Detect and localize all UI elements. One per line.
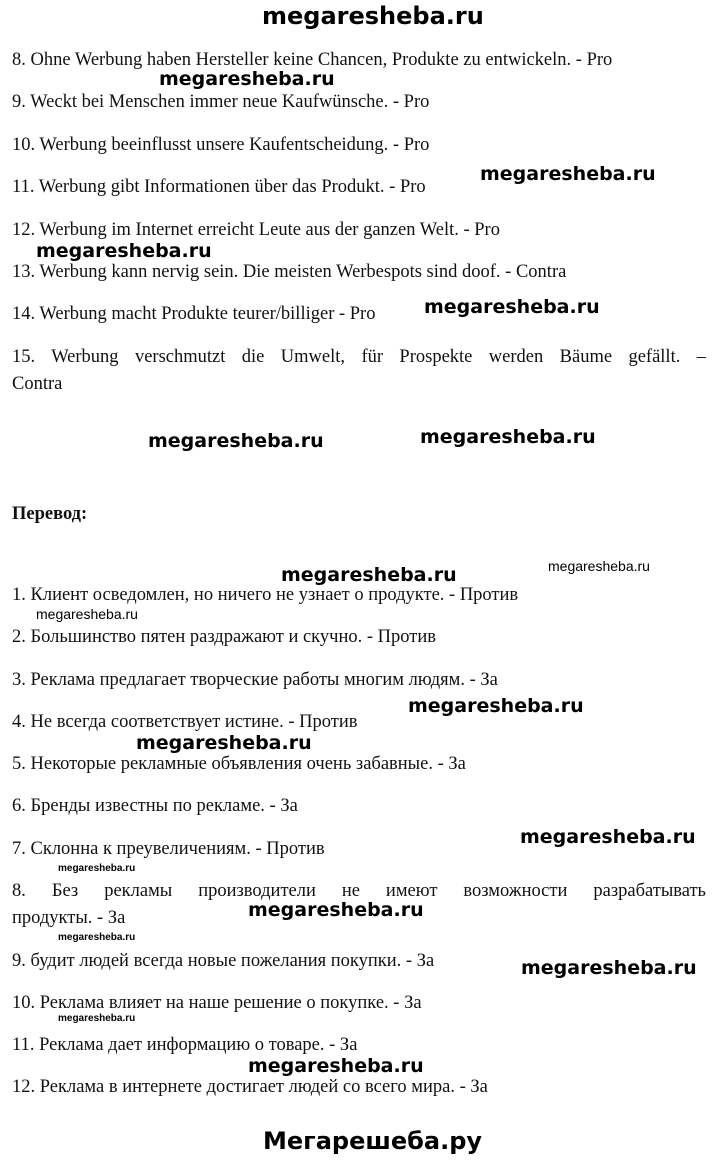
translation-line-4: 4. Не всегда соответствует истине. - Против xyxy=(12,712,358,732)
german-line-13: 13. Werbung kann nervig sein. Die meisten Werbespots sind doof. - Contra xyxy=(12,262,567,282)
translation-line-7: 7. Склонна к преувеличениям. - Против xyxy=(12,839,325,859)
german-line-10: 10. Werbung beeinflusst unsere Kaufentscheidung. - Pro xyxy=(12,135,430,155)
translation-line-5: 5. Некоторые рекламные объявления очень забавные. - За xyxy=(12,754,466,774)
watermark: megaresheba.ru xyxy=(521,957,697,979)
watermark: megaresheba.ru xyxy=(408,695,584,717)
watermark: megaresheba.ru xyxy=(281,564,457,586)
translation-line-8b: продукты. - За xyxy=(12,908,126,928)
watermark: megaresheba.ru xyxy=(420,426,596,448)
watermark: megaresheba.ru xyxy=(36,240,212,262)
watermark: megaresheba.ru xyxy=(58,1013,136,1024)
translation-line-2: 2. Большинство пятен раздражают и скучно. - Против xyxy=(12,627,436,647)
watermark: megaresheba.ru xyxy=(136,732,312,754)
translation-line-10: 10. Реклама влияет на наше решение о покупке. - За xyxy=(12,993,422,1013)
translation-line-9: 9. будит людей всегда новые пожелания покупки. - За xyxy=(12,951,435,971)
watermark: megaresheba.ru xyxy=(58,932,136,943)
german-line-11: 11. Werbung gibt Informationen über das Produkt. - Pro xyxy=(12,177,426,197)
german-line-15a: 15. Werbung verschmutzt die Umwelt, für Prospekte werden Bäume gefällt. – xyxy=(12,347,706,367)
german-line-8: 8. Ohne Werbung haben Hersteller keine Chancen, Produkte zu entwickeln. - Pro xyxy=(12,50,613,70)
watermark: megaresheba.ru xyxy=(148,430,324,452)
german-line-15b: Contra xyxy=(12,374,63,394)
watermark: megaresheba.ru xyxy=(520,826,696,848)
german-line-12: 12. Werbung im Internet erreicht Leute aus der ganzen Welt. - Pro xyxy=(12,220,500,240)
watermark: megaresheba.ru xyxy=(424,296,600,318)
watermark: megaresheba.ru xyxy=(480,163,656,185)
watermark: megaresheba.ru xyxy=(159,68,335,90)
translation-heading: Перевод: xyxy=(12,504,88,524)
german-line-9: 9. Weckt bei Menschen immer neue Kaufwünsche. - Pro xyxy=(12,92,430,112)
translation-line-12: 12. Реклама в интернете достигает людей со всего мира. - За xyxy=(12,1077,488,1097)
watermark: megaresheba.ru xyxy=(36,606,138,622)
german-line-14: 14. Werbung macht Produkte teurer/billiger - Pro xyxy=(12,304,376,324)
translation-line-11: 11. Реклама дает информацию о товаре. - За xyxy=(12,1035,358,1055)
translation-line-3: 3. Реклама предлагает творческие работы многим людям. - За xyxy=(12,670,498,690)
translation-line-1: 1. Клиент осведомлен, но ничего не узнает о продукте. - Против xyxy=(12,585,519,605)
header-site-name: megaresheba.ru xyxy=(262,2,484,30)
translation-line-6: 6. Бренды известны по рекламе. - За xyxy=(12,796,298,816)
translation-line-8a: 8. Без рекламы производители не имеют возможности разрабатывать xyxy=(12,881,706,901)
watermark: megaresheba.ru xyxy=(548,558,650,574)
footer-site-name: Мегарешеба.ру xyxy=(263,1127,483,1155)
watermark: megaresheba.ru xyxy=(248,899,424,921)
watermark: megaresheba.ru xyxy=(58,863,136,874)
watermark: megaresheba.ru xyxy=(248,1055,424,1077)
